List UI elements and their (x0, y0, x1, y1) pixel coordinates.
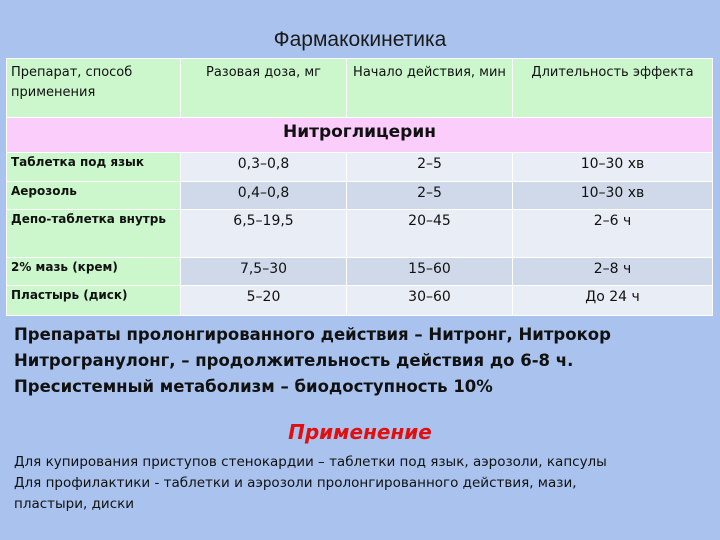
row-duration: 10–30 хв (513, 182, 713, 210)
row-duration: 2–6 ч (513, 210, 713, 258)
row-dose: 0,3–0,8 (181, 153, 347, 182)
row-duration: До 24 ч (513, 286, 713, 316)
row-duration: 10–30 хв (513, 153, 713, 182)
application-text (14, 452, 716, 515)
row-drug-name: Аерозоль (7, 182, 181, 210)
group-row (7, 118, 713, 153)
row-drug-name: Пластырь (диск) (7, 286, 181, 316)
prolonged-drugs-text (14, 322, 714, 400)
row-onset: 30–60 (347, 286, 513, 316)
row-duration: 2–8 ч (513, 258, 713, 286)
header-cell-onset: Начало действия, мин (347, 59, 513, 118)
usage-line: Для профилактики - таблетки и аэрозоли пролонгированного действия, мази, (14, 475, 577, 491)
header-cell-dose: Разовая доза, мг (181, 59, 347, 118)
header-cell-drug: Препарат, способ применения (7, 59, 181, 118)
table-row (7, 258, 713, 286)
row-dose: 5–20 (181, 286, 347, 316)
row-dose: 6,5–19,5 (181, 210, 347, 258)
slide-title: Фармакокинетика (273, 28, 447, 51)
table-row (7, 210, 713, 258)
row-dose: 0,4–0,8 (181, 182, 347, 210)
row-onset: 15–60 (347, 258, 513, 286)
header-cell-duration: Длительность эффекта (513, 59, 713, 118)
row-drug-name: Таблетка под язык (7, 153, 181, 182)
lead-line: Пресистемный метаболизм – биодоступность 10% (14, 377, 493, 396)
pharmacokinetics-table (6, 58, 713, 316)
table-row (7, 286, 713, 316)
row-drug-name: Депо-таблетка внутрь (7, 210, 181, 258)
application-heading: Применение (288, 420, 432, 444)
group-label: Нитроглицерин (7, 118, 713, 153)
lead-line: Нитрогранулонг, – продолжительность действия до 6-8 ч. (14, 351, 574, 370)
usage-line: Для купирования приступов стенокардии – таблетки под язык, аэрозоли, капсулы (14, 454, 607, 470)
row-dose: 7,5–30 (181, 258, 347, 286)
usage-line: пластыри, диски (14, 496, 135, 512)
row-onset: 2–5 (347, 153, 513, 182)
lead-line: Препараты пролонгированного действия – Нитронг, Нитрокор (14, 325, 611, 344)
row-drug-name: 2% мазь (крем) (7, 258, 181, 286)
row-onset: 20–45 (347, 210, 513, 258)
table-row (7, 182, 713, 210)
table-row (7, 153, 713, 182)
table-header-row (7, 59, 713, 118)
row-onset: 2–5 (347, 182, 513, 210)
